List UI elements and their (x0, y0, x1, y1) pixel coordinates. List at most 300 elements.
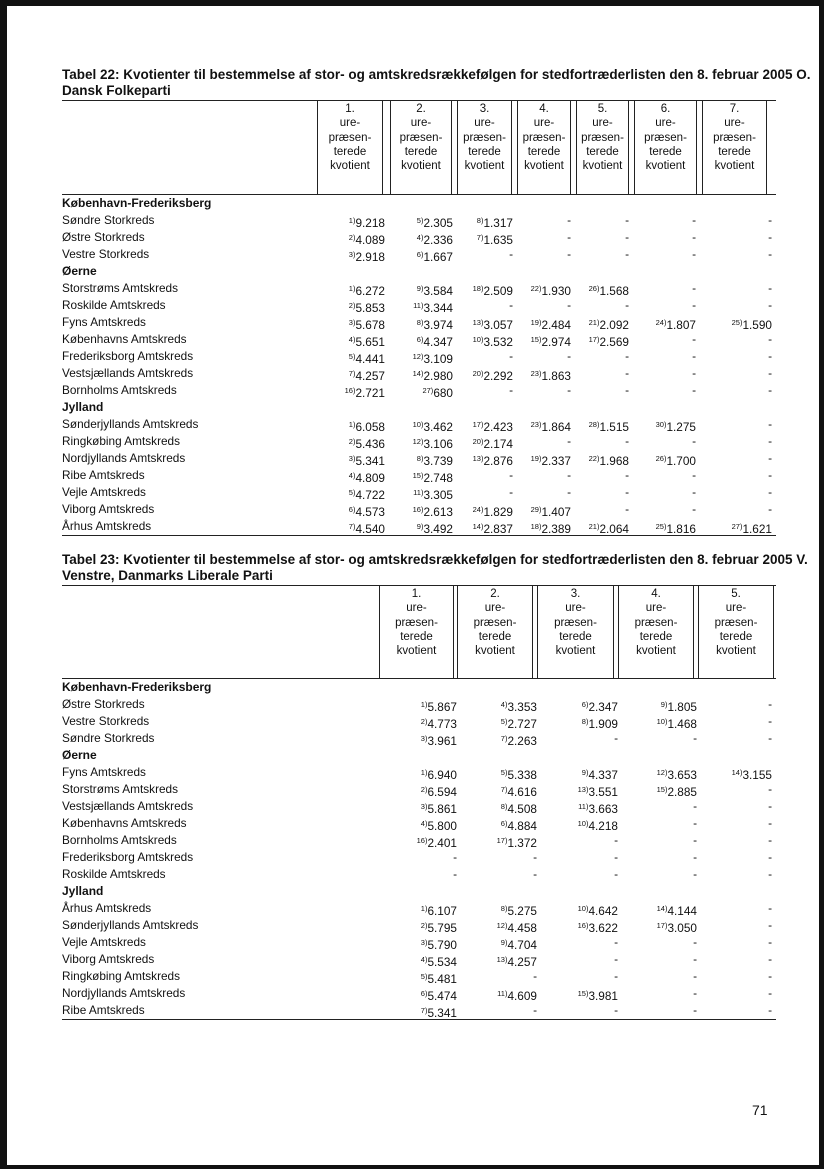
column-header-l2: præsen- (713, 131, 756, 144)
quotient-value: 3.532 (483, 335, 513, 349)
quotient-value: 2.064 (599, 522, 629, 536)
column-header-num: 7. (729, 103, 740, 115)
column-header-l2: præsen- (634, 616, 678, 629)
quotient-cell (349, 518, 385, 538)
group-heading (62, 679, 776, 696)
quotient-value: - (567, 485, 571, 499)
quotient-value: - (614, 850, 618, 864)
quotient-value: - (509, 298, 513, 312)
column-header (379, 586, 454, 678)
table-row (62, 730, 776, 747)
table-row (62, 467, 776, 484)
quotient-value: 1.635 (483, 233, 513, 247)
column-header-num: 2. (490, 588, 500, 600)
quotient-value: 2.423 (483, 420, 513, 434)
quotient-value: 9.218 (355, 216, 385, 230)
group-name: Øerne (62, 748, 97, 762)
rank-marker: 4) (416, 233, 424, 242)
quotient-value: 1.805 (667, 700, 697, 714)
quotient-cell (768, 730, 772, 747)
scan-border-right (819, 0, 824, 1169)
quotient-cell (693, 866, 697, 883)
column-header (618, 586, 694, 678)
quotient-value: - (693, 833, 697, 847)
quotient-value: - (768, 850, 772, 864)
rank-marker: 25) (731, 318, 743, 327)
quotient-value: - (768, 782, 772, 796)
row-label: Søndre Storkreds (62, 213, 155, 227)
column-header-num: 5. (597, 103, 608, 115)
rank-marker: 15) (412, 471, 424, 480)
rank-marker: 12) (412, 352, 424, 361)
quotient-cell (567, 433, 571, 450)
quotient-value: - (768, 502, 772, 516)
quotient-value: 5.853 (355, 301, 385, 315)
table-row (62, 212, 776, 229)
quotient-cell (509, 467, 513, 484)
rank-marker: 11) (413, 488, 424, 497)
rank-marker: 6) (500, 819, 508, 828)
quotient-cell (567, 484, 571, 501)
column-header-l3: terede (527, 145, 561, 158)
quotient-cell (625, 365, 629, 382)
quotient-cell (768, 365, 772, 382)
quotient-value: 5.436 (355, 437, 385, 451)
rank-marker: 19) (530, 454, 542, 463)
rank-marker: 4) (348, 471, 356, 480)
rank-marker: 17) (588, 335, 600, 344)
quotient-value: - (692, 485, 696, 499)
row-label: Københavns Amtskreds (62, 332, 187, 346)
group-heading (62, 399, 776, 416)
quotient-value: - (768, 935, 772, 949)
quotient-value: 6.107 (427, 904, 457, 918)
quotient-value: 2.721 (355, 386, 385, 400)
rank-marker: 13) (496, 955, 508, 964)
rank-marker: 29) (530, 505, 542, 514)
row-label: Vestsjællands Amtskreds (62, 799, 194, 813)
rank-marker: 6) (416, 250, 424, 259)
quotient-value: 3.981 (588, 989, 618, 1003)
column-header (457, 101, 512, 194)
rank-marker: 26) (588, 284, 600, 293)
quotient-value: 2.748 (423, 471, 453, 485)
quotient-value: 2.336 (423, 233, 453, 247)
quotient-value: 5.341 (355, 454, 385, 468)
column-header-l1: ure- (565, 602, 586, 615)
rank-marker: 2) (348, 437, 356, 446)
row-label: Roskilde Amtskreds (62, 298, 166, 312)
column-header-num: 1. (411, 588, 422, 600)
quotient-cell (768, 866, 772, 883)
rank-marker: 6) (420, 989, 428, 998)
column-header-l3: terede (559, 630, 592, 643)
row-label: Viborg Amtskreds (62, 502, 155, 516)
row-label: Sønderjyllands Amtskreds (62, 918, 199, 932)
rank-marker: 1) (348, 216, 356, 225)
quotient-value: - (768, 451, 772, 465)
quotient-value: 2.263 (507, 734, 537, 748)
quotient-cell (533, 866, 537, 883)
column-header-l1: ure- (474, 117, 495, 130)
column-header-l3: terede (586, 145, 619, 158)
quotient-value: - (567, 349, 571, 363)
quotient-value: - (692, 230, 696, 244)
quotient-cell (768, 212, 772, 229)
quotient-cell (768, 917, 772, 934)
column-header-l2: præsen- (328, 131, 372, 144)
group-name: København-Frederiksberg (62, 196, 212, 210)
quotient-cell (768, 1002, 772, 1019)
column-header-l3: terede (639, 630, 673, 643)
quotient-value: - (768, 867, 772, 881)
row-label: Vejle Amtskreds (62, 935, 146, 949)
quotient-cell (625, 246, 629, 263)
rank-marker: 9) (500, 938, 508, 947)
quotient-cell (768, 985, 772, 1002)
quotient-value: 1.968 (599, 454, 629, 468)
quotient-cell (614, 1002, 618, 1019)
quotient-cell (692, 348, 696, 365)
rank-marker: 24) (655, 318, 667, 327)
table-bottom-rule (62, 1019, 776, 1020)
row-label: Fyns Amtskreds (62, 315, 146, 329)
rank-marker: 9) (660, 700, 668, 709)
quotient-value: 1.515 (599, 420, 629, 434)
quotient-cell (693, 1002, 697, 1019)
quotient-value: 5.795 (427, 921, 457, 935)
rank-marker: 5) (348, 488, 356, 497)
rank-marker: 2) (420, 921, 428, 930)
quotient-value: 5.474 (427, 989, 457, 1003)
rank-marker: 7) (348, 522, 356, 531)
rank-marker: 6) (416, 335, 424, 344)
quotient-cell (567, 212, 571, 229)
column-header (517, 101, 571, 194)
quotient-value: 1.667 (423, 250, 453, 264)
quotient-cell (614, 849, 618, 866)
quotient-value: 5.790 (427, 938, 457, 952)
quotient-cell (768, 450, 772, 467)
rank-marker: 10) (577, 904, 589, 913)
column-header-l1: ure- (725, 602, 747, 615)
table-row (62, 900, 776, 917)
row-label: Århus Amtskreds (62, 519, 152, 533)
row-label: Søndre Storkreds (62, 731, 155, 745)
row-label: Vestsjællands Amtskreds (62, 366, 194, 380)
rank-marker: 22) (530, 284, 542, 293)
table-subtitle: Venstre, Danmarks Liberale Parti (62, 568, 273, 583)
quotient-value: - (693, 1003, 697, 1017)
rank-marker: 3) (420, 802, 428, 811)
rank-marker: 8) (500, 802, 508, 811)
quotient-cell (768, 798, 772, 815)
rank-marker: 3) (420, 734, 428, 743)
rank-marker: 1) (348, 284, 356, 293)
quotient-cell (693, 849, 697, 866)
quotient-value: 4.573 (355, 505, 385, 519)
quotient-cell (509, 484, 513, 501)
quotient-value: - (533, 867, 537, 881)
rank-marker: 16) (416, 836, 428, 845)
quotient-cell (614, 866, 618, 883)
table-row (62, 849, 776, 866)
scan-border-bottom (0, 1165, 824, 1169)
row-label: Nordjyllands Amtskreds (62, 451, 186, 465)
quotient-value: - (625, 434, 629, 448)
column-header-l2: præsen- (554, 616, 597, 629)
quotient-cell (625, 382, 629, 399)
quotient-value: - (509, 247, 513, 261)
rank-marker: 2) (420, 785, 428, 794)
column-header-l2: præsen- (522, 131, 566, 144)
rank-marker: 6) (348, 505, 356, 514)
rank-marker: 14) (731, 768, 743, 777)
column-header-l4: kvotient (555, 645, 596, 658)
column-header-l4: kvotient (524, 160, 564, 173)
column-header-l1: ure- (533, 117, 555, 130)
quotient-value: - (768, 434, 772, 448)
quotient-value: 5.800 (427, 819, 457, 833)
quotient-cell (693, 934, 697, 951)
quotient-cell (453, 849, 457, 866)
rank-marker: 24) (472, 505, 484, 514)
rank-marker: 2) (348, 233, 356, 242)
row-label: Vestre Storkreds (62, 247, 150, 261)
column-header-l2: præsen- (581, 131, 624, 144)
quotient-value: 4.441 (355, 352, 385, 366)
quotient-cell (768, 815, 772, 832)
quotient-cell (768, 416, 772, 433)
table-title: Tabel 22: Kvotienter til bestemmelse af stor- og amtskredsrækkefølgen for stedfortræderlisten den 8. februar 2005 O. (62, 67, 811, 82)
quotient-value: - (509, 485, 513, 499)
table-row (62, 331, 776, 348)
quotient-value: 3.551 (588, 785, 618, 799)
table-22 (62, 67, 811, 536)
column-header (698, 586, 774, 678)
group-name: Jylland (62, 884, 104, 898)
table-row (62, 781, 776, 798)
rank-marker: 15) (530, 335, 542, 344)
quotient-value: - (625, 366, 629, 380)
quotient-value: 1.621 (742, 522, 772, 536)
quotient-cell (692, 433, 696, 450)
quotient-value: 4.884 (507, 819, 537, 833)
group-name: Øerne (62, 264, 97, 278)
quotient-value: 6.058 (355, 420, 385, 434)
table-row (62, 696, 776, 713)
table-row (62, 866, 776, 883)
rank-marker: 7) (420, 1006, 428, 1015)
rank-marker: 16) (577, 921, 589, 930)
quotient-value: - (625, 468, 629, 482)
quotient-cell (768, 246, 772, 263)
quotient-cell (692, 229, 696, 246)
row-label: Vejle Amtskreds (62, 485, 146, 499)
quotient-cell (567, 246, 571, 263)
quotient-value: 4.773 (427, 717, 457, 731)
quotient-cell (509, 348, 513, 365)
quotient-value: - (768, 1003, 772, 1017)
rank-marker: 10) (412, 420, 424, 429)
quotient-value: 4.257 (355, 369, 385, 383)
column-header (390, 101, 452, 194)
quotient-value: 1.468 (667, 717, 697, 731)
rank-marker: 14) (412, 369, 424, 378)
rank-marker: 1) (420, 904, 428, 913)
quotient-cell (625, 229, 629, 246)
quotient-cell (768, 968, 772, 985)
quotient-value: 3.155 (742, 768, 772, 782)
table-row (62, 416, 776, 433)
quotient-value: 4.257 (507, 955, 537, 969)
quotient-value: 2.305 (423, 216, 453, 230)
quotient-value: 2.092 (599, 318, 629, 332)
rank-marker: 10) (472, 335, 484, 344)
quotient-cell (533, 1002, 537, 1019)
table-subtitle: Dansk Folkeparti (62, 83, 171, 98)
quotient-value: 2.918 (355, 250, 385, 264)
rank-marker: 12) (496, 921, 508, 930)
rank-marker: 5) (500, 768, 508, 777)
quotient-value: 4.144 (667, 904, 697, 918)
row-label: Roskilde Amtskreds (62, 867, 166, 881)
quotient-value: 1.700 (666, 454, 696, 468)
quotient-value: 680 (433, 386, 453, 400)
quotient-value: - (768, 901, 772, 915)
quotient-cell (692, 467, 696, 484)
quotient-value: - (768, 349, 772, 363)
column-header-num: 3. (479, 103, 490, 115)
quotient-value: - (692, 298, 696, 312)
column-header-l3: terede (468, 145, 501, 158)
column-header-l1: ure- (410, 117, 432, 130)
quotient-value: 1.590 (742, 318, 772, 332)
table-row (62, 934, 776, 951)
rank-marker: 15) (656, 785, 668, 794)
quotient-value: - (567, 247, 571, 261)
quotient-value: 1.909 (588, 717, 618, 731)
quotient-cell (768, 832, 772, 849)
quotient-value: - (533, 969, 537, 983)
quotient-value: 2.569 (599, 335, 629, 349)
quotient-cell (693, 815, 697, 832)
quotient-value: 2.837 (483, 522, 513, 536)
quotient-value: 3.739 (423, 454, 453, 468)
quotient-value: - (768, 281, 772, 295)
quotient-cell (567, 229, 571, 246)
rank-marker: 23) (530, 369, 542, 378)
quotient-value: 3.050 (667, 921, 697, 935)
row-label: Storstrøms Amtskreds (62, 782, 179, 796)
table-row (62, 450, 776, 467)
column-header-num: 3. (570, 588, 581, 600)
quotient-cell (693, 968, 697, 985)
quotient-cell (693, 730, 697, 747)
quotient-cell (421, 1002, 457, 1022)
row-label: Ribe Amtskreds (62, 468, 145, 482)
quotient-value: - (768, 986, 772, 1000)
quotient-value: 3.584 (423, 284, 453, 298)
row-label: Bornholms Amtskreds (62, 833, 177, 847)
quotient-value: 6.594 (427, 785, 457, 799)
quotient-cell (768, 348, 772, 365)
quotient-value: 5.341 (427, 1006, 457, 1020)
quotient-cell (768, 382, 772, 399)
quotient-value: - (768, 366, 772, 380)
quotient-value: - (768, 816, 772, 830)
quotient-cell (614, 968, 618, 985)
rank-marker: 4) (348, 335, 356, 344)
quotient-value: - (614, 1003, 618, 1017)
quotient-value: - (768, 298, 772, 312)
quotient-value: - (768, 383, 772, 397)
rank-marker: 27) (731, 522, 743, 531)
quotient-value: 4.458 (507, 921, 537, 935)
quotient-cell (614, 934, 618, 951)
rank-marker: 28) (588, 420, 600, 429)
quotient-value: - (692, 502, 696, 516)
quotient-value: - (453, 850, 457, 864)
rank-marker: 7) (476, 233, 484, 242)
rank-marker: 17) (472, 420, 484, 429)
table-row (62, 518, 776, 535)
table-header (62, 585, 776, 679)
quotient-cell (567, 297, 571, 314)
column-header-l3: terede (478, 630, 512, 643)
quotient-value: 1.864 (541, 420, 571, 434)
quotient-cell (509, 297, 513, 314)
quotient-value: - (614, 969, 618, 983)
quotient-cell (473, 518, 513, 538)
quotient-value: 1.372 (507, 836, 537, 850)
rank-marker: 11) (413, 301, 424, 310)
quotient-cell (625, 484, 629, 501)
quotient-cell (693, 832, 697, 849)
quotient-value: - (509, 468, 513, 482)
quotient-value: 6.940 (427, 768, 457, 782)
quotient-cell (693, 985, 697, 1002)
column-header-l1: ure- (655, 117, 676, 130)
rank-marker: 7) (348, 369, 356, 378)
quotient-cell (768, 280, 772, 297)
quotient-cell (589, 518, 629, 538)
quotient-value: - (768, 969, 772, 983)
group-heading (62, 747, 776, 764)
quotient-value: 1.816 (666, 522, 696, 536)
table-row (62, 815, 776, 832)
quotient-cell (768, 229, 772, 246)
quotient-cell (768, 433, 772, 450)
rank-marker: 14) (656, 904, 668, 913)
quotient-cell (625, 467, 629, 484)
quotient-value: - (567, 230, 571, 244)
quotient-value: - (692, 468, 696, 482)
rank-marker: 27) (422, 386, 434, 395)
quotient-cell (768, 696, 772, 713)
quotient-value: - (567, 383, 571, 397)
table-row (62, 382, 776, 399)
quotient-value: 3.353 (507, 700, 537, 714)
quotient-value: 4.347 (423, 335, 453, 349)
quotient-value: 5.481 (427, 972, 457, 986)
quotient-value: - (768, 833, 772, 847)
rank-marker: 8) (476, 216, 484, 225)
quotient-value: - (567, 213, 571, 227)
column-header-l4: kvotient (396, 645, 437, 658)
row-label: Frederiksborg Amtskreds (62, 850, 194, 864)
column-header-num: 1. (345, 103, 355, 115)
